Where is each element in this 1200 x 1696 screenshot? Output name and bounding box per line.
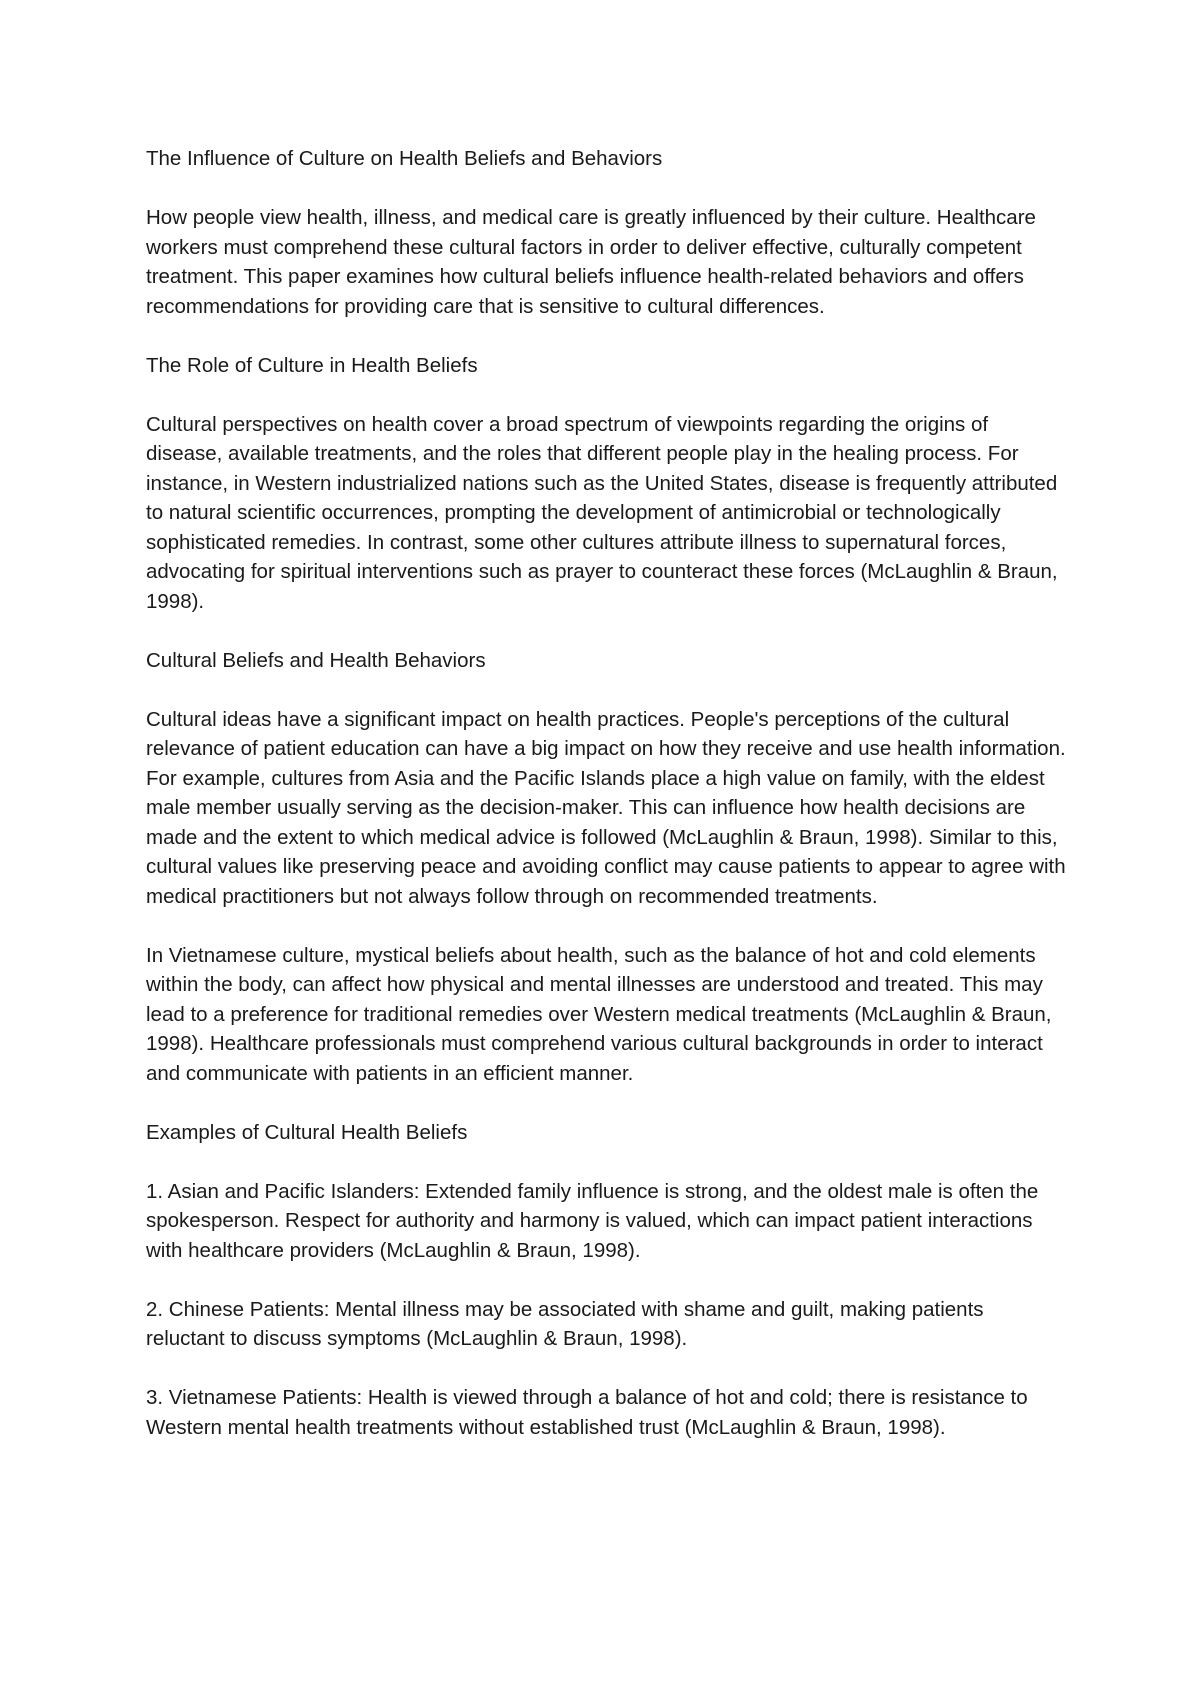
beliefs-behaviors-paragraph-2: In Vietnamese culture, mystical beliefs about health, such as the balance of hot and cold elements within the body, can affect how physical and mental illnesses are understood and treated. This may lead to a preference for traditional remedies over Western medical treatments (McLaughlin & Braun, 1998). Healthcare professionals must comprehend various cultural backgrounds in order to interact and communicate with patients in an efficient manner.: [146, 943, 1052, 1085]
section-heading-beliefs-behaviors: Cultural Beliefs and Health Behaviors: [146, 648, 486, 672]
example-item-3: 3. Vietnamese Patients: Health is viewed through a balance of hot and cold; there is resistance to Western mental health treatments without established trust (McLaughlin & Braun, 1998).: [146, 1386, 1028, 1439]
intro-paragraph: How people view health, illness, and medical care is greatly influenced by their culture. Healthcare workers must comprehend these cultural factors in order to deliver effective, culturally competent treatment. This paper examines how cultural beliefs influence health-related behaviors and offers recommendations for providing care that is sensitive to cultural differences.: [146, 206, 1036, 318]
document-title: The Influence of Culture on Health Beliefs and Behaviors: [146, 147, 663, 170]
section-heading-role-of-culture: The Role of Culture in Health Beliefs: [146, 353, 478, 377]
role-of-culture-paragraph: Cultural perspectives on health cover a broad spectrum of viewpoints regarding the origins of disease, available treatments, and the roles that different people play in the healing process. For instance, in Western industrialized nations such as the United States, disease is frequently attributed to natural scientific occurrences, prompting the development of antimicrobial or technologically sophisticated remedies. In contrast, some other cultures attribute illness to supernatural forces, advocating for spiritual interventions such as prayer to counteract these forces (McLaughlin & Braun, 1998).: [146, 412, 1058, 613]
section-heading-examples: Examples of Cultural Health Beliefs: [146, 1120, 468, 1144]
example-item-2: 2. Chinese Patients: Mental illness may be associated with shame and guilt, making patients reluctant to discuss symptoms (McLaughlin & Braun, 1998).: [146, 1297, 984, 1350]
document-body: [146, 144, 1066, 1442]
beliefs-behaviors-paragraph-1: Cultural ideas have a significant impact on health practices. People's perceptions of the cultural relevance of patient education can have a big impact on how they receive and use health information. For example, cultures from Asia and the Pacific Islands place a high value on family, with the eldest male member usually serving as the decision-maker. This can influence how health decisions are made and the extent to which medical advice is followed (McLaughlin & Braun, 1998). Similar to this, cultural values like preserving peace and avoiding conflict may cause patients to appear to agree with medical practitioners but not always follow through on recommended treatments.: [146, 707, 1066, 908]
example-item-1: 1. Asian and Pacific Islanders: Extended family influence is strong, and the oldest male is often the spokesperson. Respect for authority and harmony is valued, which can impact patient interactions with healthcare providers (McLaughlin & Braun, 1998).: [146, 1179, 1039, 1262]
